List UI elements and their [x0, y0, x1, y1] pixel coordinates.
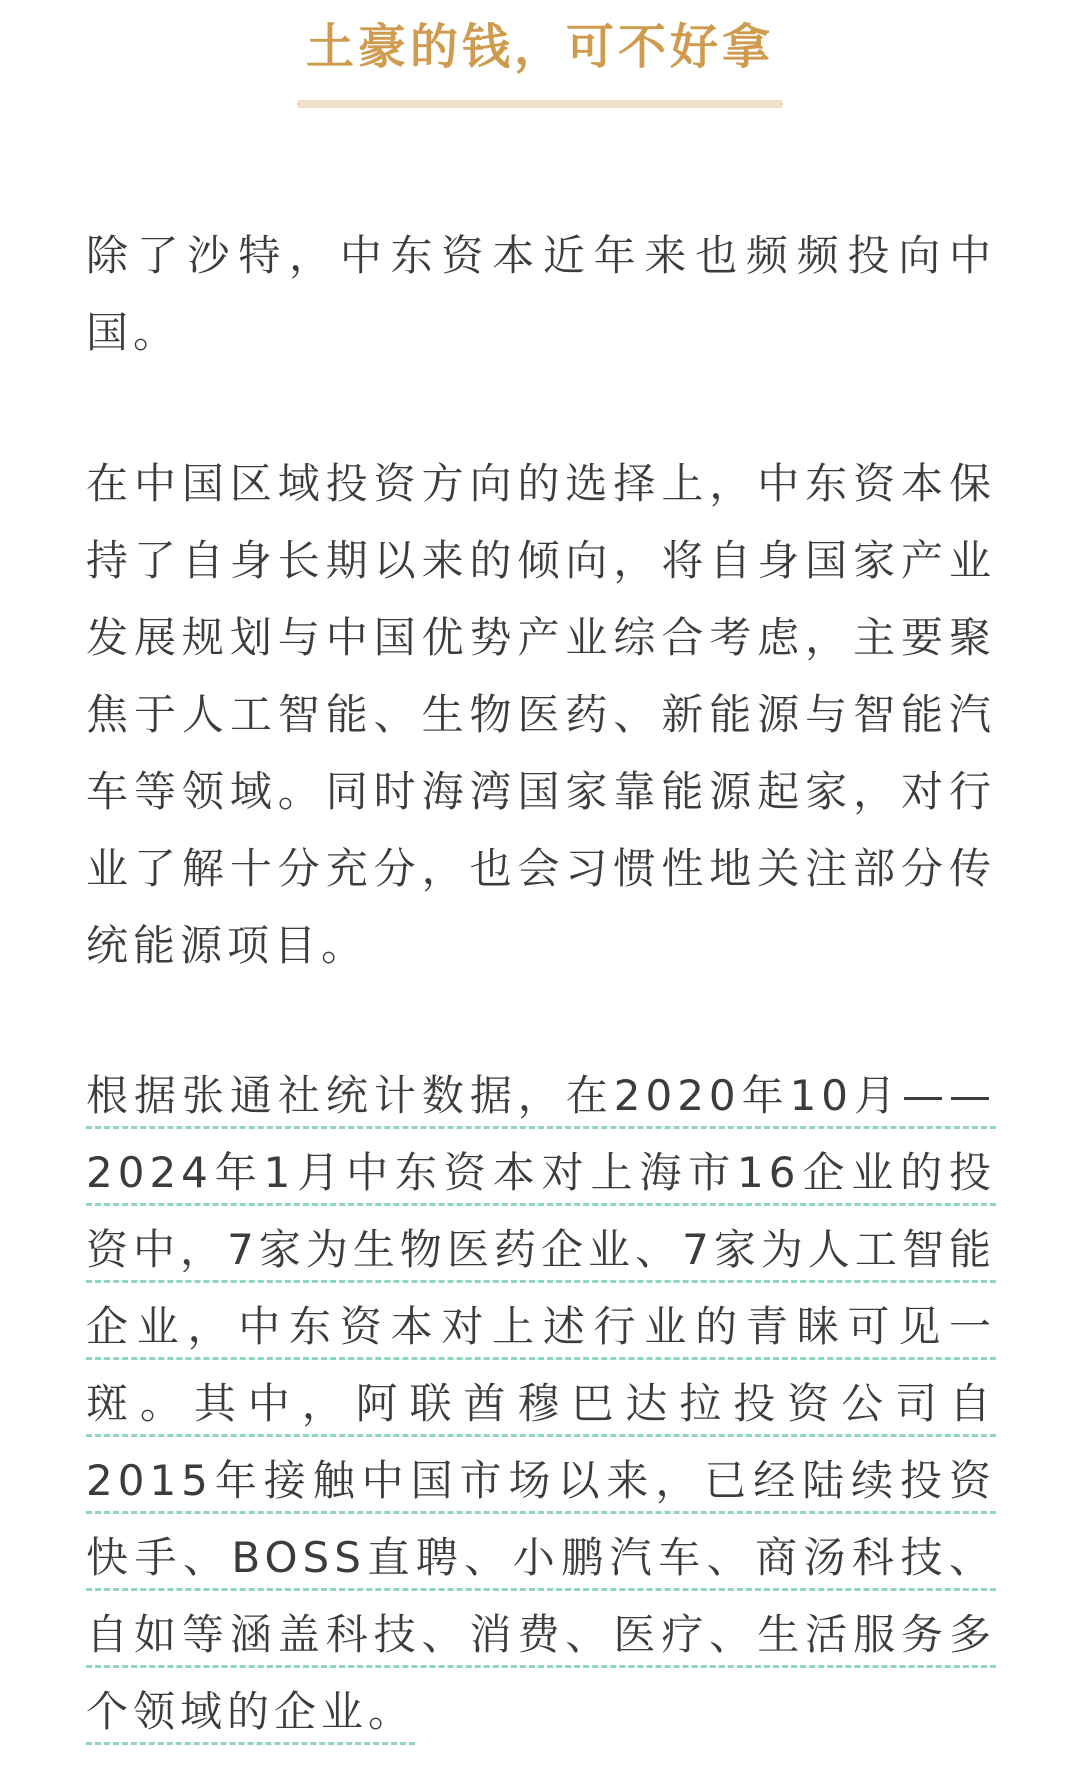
paragraph-investment-direction-text: 在中国区域投资方向的选择上，中东资本保持了自身长期以来的倾向，将自身国家产业发展规划与中国优势产业综合考虑，主要聚焦于人工智能、生物医药、新能源与智能汽车等领域。同时海湾国家靠能源起家，对行业了解十分充分，也会习惯性地关注部分传统能源项目。: [86, 459, 996, 970]
paragraph-intro-text: 除了沙特，中东资本近年来也频频投向中国。: [86, 231, 996, 357]
paragraph-intro: [86, 217, 996, 371]
section-title: 土豪的钱，可不好拿: [305, 19, 774, 75]
paragraph-statistics-highlighted: [86, 1057, 996, 1750]
section-title-underline: [297, 100, 783, 108]
paragraph-investment-direction: [86, 445, 996, 984]
section-heading: [297, 12, 783, 108]
highlighted-statistics-text: 根据张通社统计数据，在2020年10月——2024年1月中东资本对上海市16企业的投资中，7家为生物医药企业、7家为人工智能企业，中东资本对上述行业的青睐可见一斑。其中，阿联酋穆巴达拉投资公司自2015年接触中国市场以来，已经陆续投资快手、BOSS直聘、小鹏汽车、商汤科技、自如等涵盖科技、消费、医疗、生活服务多个领域的企业。: [86, 1071, 996, 1745]
